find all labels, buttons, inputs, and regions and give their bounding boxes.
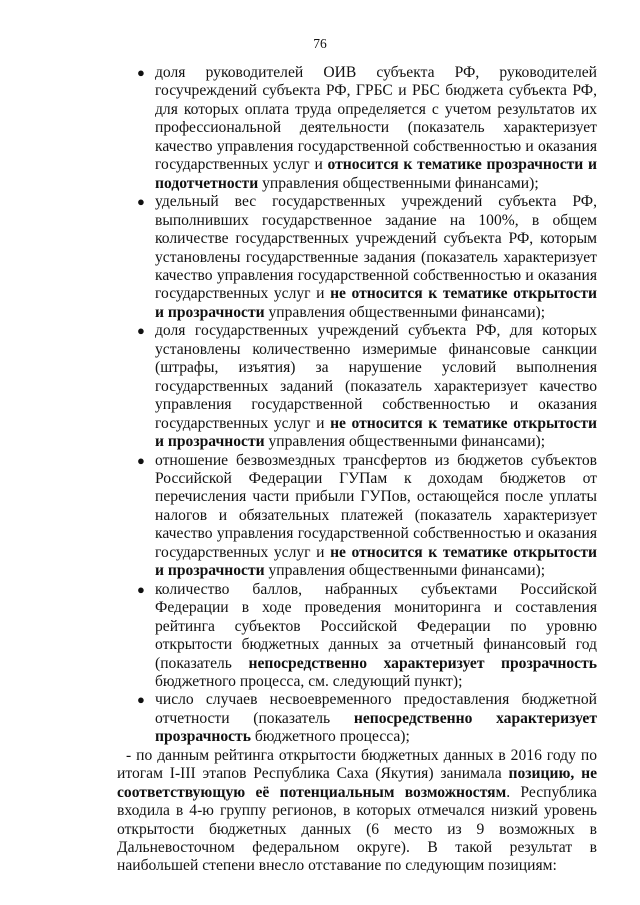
list-item-text: отношение безвозмездных трансфертов из бюджетов субъектов Российской Федерации ГУПам к доходам бюджетов от перечисления части прибыли ГУПов, остающейся после уплаты налогов и обязательных платежей (показатель характеризует качество управления государственной собственностью и оказания государственных услуг и <box>155 451 597 561</box>
list-item-emphasis: относится к тематике прозрачности и подотчетности <box>155 156 597 192</box>
list-item-tail: управления общественными финансами); <box>264 562 546 580</box>
paragraph-tail: . Республика входила в 4-ю группу регионов, в которых отмечался низкий уровень открытости бюджетных данных (6 место из 9 возможных в Дальневосточном федеральном округе). В такой результат в наибольшей степени внесло отставание по следующим позициям: <box>117 783 597 875</box>
bullet-icon: ● <box>137 581 145 597</box>
body-paragraph <box>117 747 597 876</box>
list-item <box>117 322 597 451</box>
list-item-text: число случаев несвоевременного предоставления бюджетной отчетности (показатель <box>155 691 597 727</box>
list-item-tail: бюджетного процесса); <box>250 728 410 746</box>
list-item-tail: бюджетного процесса, см. следующий пункт); <box>155 672 463 690</box>
bullet-icon: ● <box>137 452 145 468</box>
list-item-emphasis: не относится к тематике открытости и прозрачности <box>155 414 597 451</box>
list-item-text: доля руководителей ОИВ субъекта РФ, руководителей госучреждений субъекта РФ, ГРБС и РБС бюджета субъекта РФ, для которых оплата труда определяется с учетом результатов их профессиональной деятельности (показатель характеризует качество управления государственной собственностью и оказания государственных услуг и <box>155 64 597 174</box>
list-item-emphasis: не относится к тематике открытости и прозрачности <box>155 543 597 580</box>
list-item-tail: управления общественными финансами); <box>258 174 539 192</box>
indicator-list <box>117 64 597 747</box>
list-item <box>117 193 597 322</box>
list-item <box>117 581 597 692</box>
paragraph-text: - по данным рейтинга открытости бюджетных данных в 2016 году по итогам I-III этапов Республика Саха (Якутия) занимала <box>117 746 597 783</box>
bullet-icon: ● <box>137 323 145 339</box>
list-item <box>117 452 597 581</box>
list-item-emphasis: непосредственно характеризует прозрачность <box>248 654 597 672</box>
bullet-icon: ● <box>137 692 145 708</box>
page-number: 76 <box>313 36 327 51</box>
list-item-text: количество баллов, набранных субъектами Российской Федерации в ходе проведения мониторинга и составления рейтинга субъектов Российской Федерации по уровню открытости бюджетных данных за отчетный финансовый год (показатель <box>155 580 597 672</box>
list-item <box>117 691 597 746</box>
paragraph-emphasis: позицию, не соответствующую её потенциальным возможностям <box>117 765 598 801</box>
list-item-text: удельный вес государственных учреждений субъекта РФ, выполнивших государственное задание на 100%, в общем количестве государственных учреждений субъекта РФ, которым установлены государственные задания (показатель характеризует качество управления государственной собственностью и оказания государственных услуг и <box>155 193 597 303</box>
bullet-icon: ● <box>137 194 145 210</box>
bullet-icon: ● <box>137 65 145 80</box>
list-item-emphasis: непосредственно характеризует прозрачность <box>155 709 597 746</box>
document-body <box>117 64 597 876</box>
list-item-text: доля государственных учреждений субъекта РФ, для которых установлены количественно измеримые финансовые санкции (штрафы, изъятия) за нарушение условий выполнения государственных заданий (показатель характеризует качество управления государственной собственностью и оказания государственных услуг и <box>155 322 597 432</box>
list-item-tail: управления общественными финансами); <box>264 303 546 321</box>
list-item-tail: управления общественными финансами); <box>264 433 546 451</box>
list-item-emphasis: не относится к тематике открытости и прозрачности <box>155 285 597 321</box>
list-item <box>117 64 597 193</box>
